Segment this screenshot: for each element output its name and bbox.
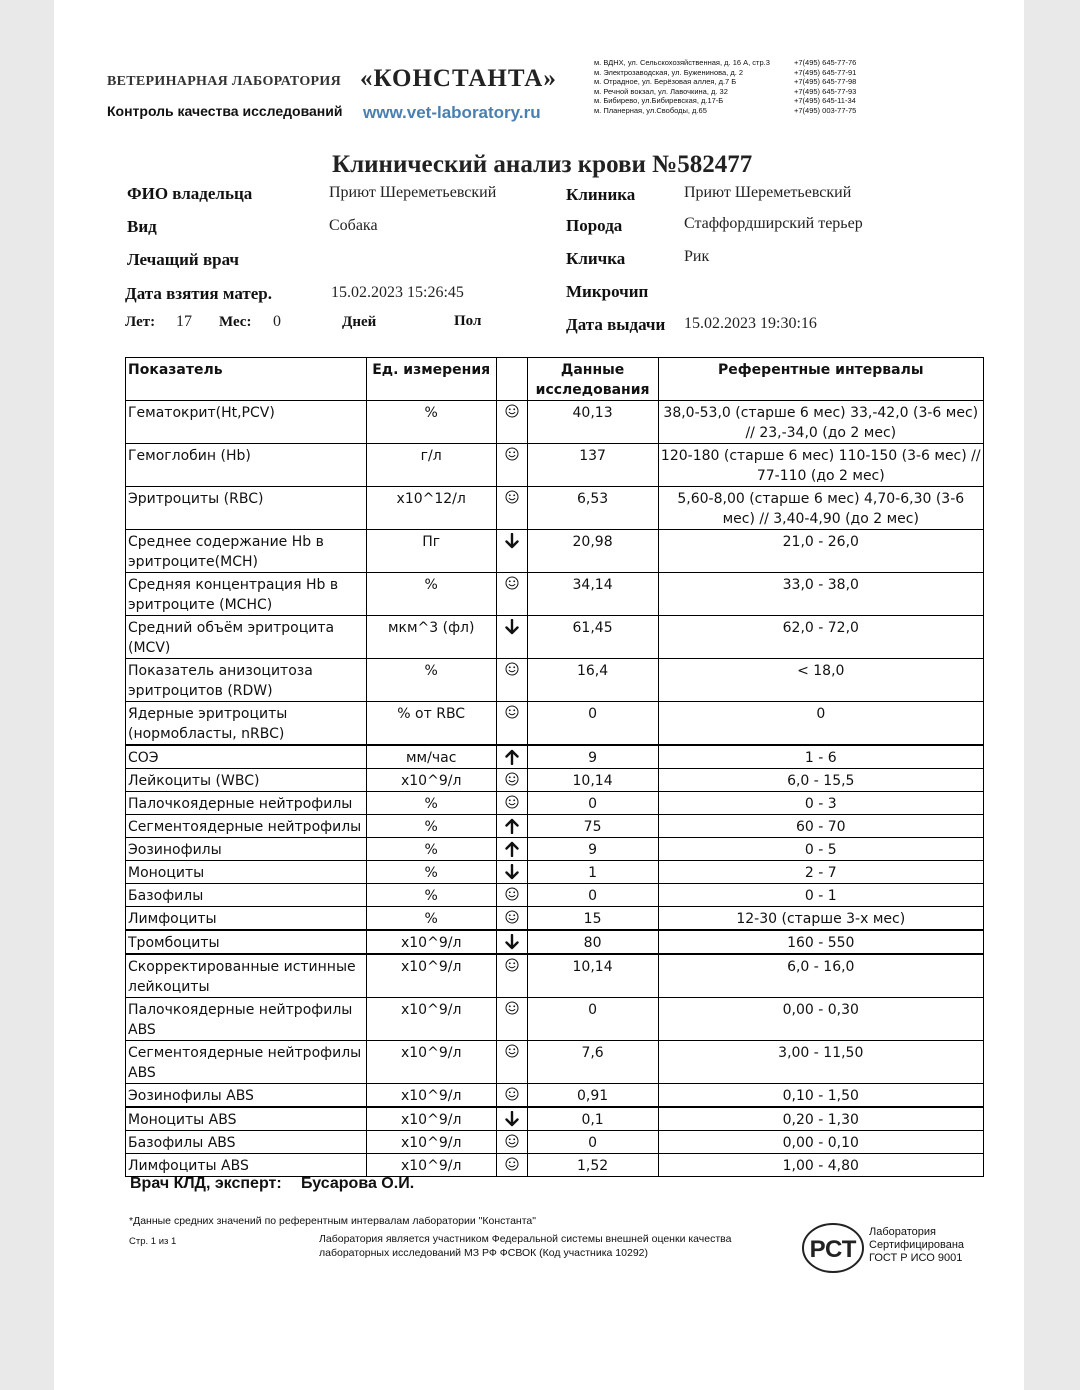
smiley-icon (499, 795, 525, 809)
table-header-row (126, 358, 984, 401)
lab-tagline: Контроль качества исследований (107, 103, 343, 119)
smiley-icon (499, 1087, 525, 1101)
cell-parameter: Лейкоциты (WBC) (126, 769, 367, 792)
cell-flag (496, 1107, 527, 1131)
cell-parameter: Среднее содержание Hb в эритроците(MCH) (126, 530, 367, 573)
cell-flag (496, 1041, 527, 1084)
cert-text (869, 1226, 964, 1265)
smiley-icon (499, 1134, 525, 1148)
table-row (126, 573, 984, 616)
cell-flag (496, 884, 527, 907)
address-text: м. Бибирево, ул.Бибиревская, д.17-Б (594, 96, 724, 106)
table-row (126, 702, 984, 746)
cell-flag (496, 573, 527, 616)
cell-parameter: Лимфоциты ABS (126, 1154, 367, 1177)
cell-unit: x10^9/л (366, 1041, 496, 1084)
smiley-icon (499, 958, 525, 972)
table-row (126, 1041, 984, 1084)
cell-value: 10,14 (527, 954, 658, 998)
cell-flag (496, 487, 527, 530)
cell-reference: 6,0 - 15,5 (658, 769, 983, 792)
pet-name-label: Кличка (566, 249, 626, 268)
arrow-up-icon (499, 841, 525, 857)
cell-flag (496, 769, 527, 792)
address-text: м. Планерная, ул.Свободы, д.65 (594, 105, 707, 115)
address-phone: +7(495) 645-77-93 (794, 86, 857, 96)
cell-reference: 0 - 3 (658, 792, 983, 815)
cell-reference: 120-180 (старше 6 мес) 110-150 (3-6 мес) // 77-110 (до 2 мес) (658, 444, 983, 487)
species-label: Вид (127, 217, 157, 236)
days-label: Дней (342, 314, 377, 330)
cell-value: 61,45 (527, 616, 658, 659)
sample-date-value: 15.02.2023 15:26:45 (331, 284, 464, 301)
cell-reference: 0,20 - 1,30 (658, 1107, 983, 1131)
cell-reference: 6,0 - 16,0 (658, 954, 983, 998)
cell-parameter: Сегментоядерные нейтрофилы (126, 815, 367, 838)
cell-unit: % (366, 815, 496, 838)
cell-reference: 0,00 - 0,10 (658, 1131, 983, 1154)
clinic-label: Клиника (566, 185, 636, 204)
lab-brand: «КОНСТАНТА» (360, 65, 557, 92)
cell-value: 1 (527, 861, 658, 884)
cell-parameter: Эозинофилы ABS (126, 1084, 367, 1108)
address-text: м. Речной вокзал, ул. Лавочкина, д. 32 (594, 86, 728, 96)
cell-parameter: СОЭ (126, 745, 367, 769)
cell-value: 16,4 (527, 659, 658, 702)
smiley-icon (499, 772, 525, 786)
arrow-down-icon (499, 619, 525, 635)
cell-unit: % (366, 401, 496, 444)
pet-name-value: Рик (684, 248, 710, 265)
cell-unit: x10^9/л (366, 998, 496, 1041)
cell-reference: 0,00 - 0,30 (658, 998, 983, 1041)
cell-value: 0 (527, 884, 658, 907)
cell-flag (496, 998, 527, 1041)
cell-parameter: Гемоглобин (Hb) (126, 444, 367, 487)
cell-reference: 1 - 6 (658, 745, 983, 769)
cell-value: 0 (527, 702, 658, 746)
cell-unit: % (366, 907, 496, 931)
cell-unit: % (366, 838, 496, 861)
cell-unit: % от RBC (366, 702, 496, 746)
rst-logo-text: РСТ (809, 1236, 857, 1263)
address-list (594, 58, 924, 116)
sex-label: Пол (454, 313, 482, 329)
cell-reference: 21,0 - 26,0 (658, 530, 983, 573)
cell-flag (496, 907, 527, 931)
arrow-down-icon (499, 864, 525, 880)
table-row (126, 792, 984, 815)
cell-parameter: Тромбоциты (126, 930, 367, 954)
table-row (126, 907, 984, 931)
cert-line-2: Сертифицирована (869, 1239, 965, 1251)
cell-parameter: Гематокрит(Ht,PCV) (126, 401, 367, 444)
sample-date-label: Дата взятия матер. (125, 284, 272, 303)
address-row (594, 96, 924, 106)
smiley-icon (499, 705, 525, 719)
cell-unit: % (366, 659, 496, 702)
arrow-up-icon (499, 818, 525, 834)
address-row (594, 87, 924, 97)
cell-unit: % (366, 861, 496, 884)
breed-label: Порода (566, 216, 623, 235)
cell-value: 0 (527, 792, 658, 815)
issue-date-label: Дата выдачи (566, 315, 666, 334)
smiley-icon (499, 447, 525, 461)
cell-unit: % (366, 573, 496, 616)
cell-reference: 3,00 - 11,50 (658, 1041, 983, 1084)
cell-reference: 62,0 - 72,0 (658, 616, 983, 659)
cell-reference: 38,0-53,0 (старше 6 мес) 33,-42,0 (3-6 мес) // 23,-34,0 (до 2 мес) (658, 401, 983, 444)
cell-value: 40,13 (527, 401, 658, 444)
clinic-value: Приют Шереметьевский (684, 184, 852, 201)
cell-parameter: Палочкоядерные нейтрофилы ABS (126, 998, 367, 1041)
cell-flag (496, 702, 527, 746)
cell-flag (496, 745, 527, 769)
chip-label: Микрочип (566, 282, 649, 301)
cell-unit: x10^9/л (366, 1084, 496, 1108)
cell-parameter: Базофилы (126, 884, 367, 907)
footnote: *Данные средних значений по референтным интервалам лаборатории "Константа" (129, 1215, 536, 1227)
cell-unit: мкм^3 (фл) (366, 616, 496, 659)
col-header-reference: Референтные интервалы (658, 358, 983, 401)
cell-value: 0,1 (527, 1107, 658, 1131)
address-phone: +7(495) 645-77-98 (794, 77, 857, 87)
cell-unit: x10^9/л (366, 954, 496, 998)
smiley-icon (499, 1044, 525, 1058)
cell-unit: Пг (366, 530, 496, 573)
smiley-icon (499, 910, 525, 924)
address-phone: +7(495) 003-77-75 (794, 105, 857, 115)
smiley-icon (499, 1157, 525, 1171)
cell-parameter: Базофилы ABS (126, 1131, 367, 1154)
cell-value: 0 (527, 1131, 658, 1154)
arrow-down-icon (499, 1111, 525, 1127)
arrow-down-icon (499, 934, 525, 950)
cell-unit: x10^9/л (366, 930, 496, 954)
col-header-parameter: Показатель (126, 358, 367, 401)
months-label: Мес: (219, 314, 252, 330)
cell-flag (496, 1131, 527, 1154)
cell-value: 137 (527, 444, 658, 487)
cell-unit: x10^12/л (366, 487, 496, 530)
col-header-flag (496, 358, 527, 401)
cell-parameter: Сегментоядерные нейтрофилы ABS (126, 1041, 367, 1084)
fsvok-line-1: Лаборатория является участником Федеральной системы внешней оценки качества (319, 1233, 732, 1245)
col-header-value: Данные исследования (527, 358, 658, 401)
lab-website-link[interactable]: www.vet-laboratory.ru (363, 103, 541, 122)
rst-cert-logo (800, 1222, 866, 1274)
owner-value: Приют Шереметьевский (329, 184, 497, 201)
address-row (594, 77, 924, 87)
cell-value: 10,14 (527, 769, 658, 792)
cell-reference: 33,0 - 38,0 (658, 573, 983, 616)
table-row (126, 1084, 984, 1108)
table-row (126, 815, 984, 838)
cell-reference: 12-30 (старше 3-х мес) (658, 907, 983, 931)
cell-unit: x10^9/л (366, 1131, 496, 1154)
cell-value: 9 (527, 838, 658, 861)
owner-label: ФИО владельца (127, 184, 253, 203)
cell-reference: 5,60-8,00 (старше 6 мес) 4,70-6,30 (3-6 мес) // 3,40-4,90 (до 2 мес) (658, 487, 983, 530)
cell-reference: 0 - 5 (658, 838, 983, 861)
address-phone: +7(495) 645-77-76 (794, 58, 857, 67)
cell-unit: % (366, 792, 496, 815)
cell-parameter: Скорректированные истинные лейкоциты (126, 954, 367, 998)
cell-parameter: Лимфоциты (126, 907, 367, 931)
issue-date-value: 15.02.2023 19:30:16 (684, 315, 817, 332)
cell-parameter: Ядерные эритроциты (нормобласты, nRBC) (126, 702, 367, 746)
smiley-icon (499, 490, 525, 504)
lab-label: ВЕТЕРИНАРНАЯ ЛАБОРАТОРИЯ (107, 74, 341, 89)
cell-value: 0,91 (527, 1084, 658, 1108)
cell-unit: г/л (366, 444, 496, 487)
address-phone: +7(495) 645-77-91 (794, 67, 857, 77)
doctor-label: Лечащий врач (127, 250, 239, 269)
table-row (126, 769, 984, 792)
cell-reference: 0,10 - 1,50 (658, 1084, 983, 1108)
signature-name: Бусарова О.И. (301, 1175, 415, 1192)
table-row (126, 954, 984, 998)
cell-value: 34,14 (527, 573, 658, 616)
cell-flag (496, 444, 527, 487)
cell-flag (496, 530, 527, 573)
cell-flag (496, 1154, 527, 1177)
cell-flag (496, 815, 527, 838)
breed-value: Стаффордширский терьер (684, 215, 863, 232)
cell-flag (496, 401, 527, 444)
cell-unit: мм/час (366, 745, 496, 769)
years-label: Лет: (125, 314, 156, 330)
table-row (126, 1131, 984, 1154)
page-number: Стр. 1 из 1 (129, 1236, 177, 1247)
cert-line-1: Лаборатория (869, 1226, 936, 1238)
document-page (54, 0, 1024, 1390)
table-row (126, 401, 984, 444)
months-value: 0 (273, 313, 281, 330)
cell-parameter: Средний объём эритроцита (MCV) (126, 616, 367, 659)
cell-unit: % (366, 884, 496, 907)
cell-flag (496, 616, 527, 659)
document-title: Клинический анализ крови №582477 (332, 151, 753, 178)
cell-reference: 1,00 - 4,80 (658, 1154, 983, 1177)
cell-reference: 0 - 1 (658, 884, 983, 907)
results-table (125, 357, 984, 1177)
cell-parameter: Палочкоядерные нейтрофилы (126, 792, 367, 815)
cell-reference: 60 - 70 (658, 815, 983, 838)
cell-value: 6,53 (527, 487, 658, 530)
cell-flag (496, 838, 527, 861)
cell-unit: x10^9/л (366, 1107, 496, 1131)
cell-unit: x10^9/л (366, 1154, 496, 1177)
table-row (126, 487, 984, 530)
table-row (126, 884, 984, 907)
years-value: 17 (176, 313, 192, 330)
table-row (126, 861, 984, 884)
table-row (126, 930, 984, 954)
table-row (126, 616, 984, 659)
cert-line-3: ГОСТ Р ИСО 9001 (869, 1252, 963, 1264)
cell-value: 0 (527, 998, 658, 1041)
table-row (126, 1154, 984, 1177)
cell-flag (496, 792, 527, 815)
cell-value: 7,6 (527, 1041, 658, 1084)
cell-flag (496, 954, 527, 998)
cell-reference: 160 - 550 (658, 930, 983, 954)
cell-parameter: Эритроциты (RBC) (126, 487, 367, 530)
table-row (126, 745, 984, 769)
table-row (126, 838, 984, 861)
cell-flag (496, 930, 527, 954)
col-header-unit: Ед. измерения (366, 358, 496, 401)
cell-value: 75 (527, 815, 658, 838)
table-row (126, 998, 984, 1041)
address-text: м. Отрадное, ул. Берёзовая аллея, д.7 Б (594, 77, 737, 87)
cell-parameter: Моноциты ABS (126, 1107, 367, 1131)
smiley-icon (499, 404, 525, 418)
table-row (126, 444, 984, 487)
table-row (126, 1107, 984, 1131)
cell-value: 80 (527, 930, 658, 954)
cell-value: 20,98 (527, 530, 658, 573)
arrow-up-icon (499, 749, 525, 765)
cell-reference: 0 (658, 702, 983, 746)
cell-flag (496, 659, 527, 702)
cell-value: 9 (527, 745, 658, 769)
address-text: м. Электрозаводская, ул. Буженинова, д. 2 (594, 67, 744, 77)
address-phone: +7(495) 645-11-34 (794, 96, 856, 106)
address-row (594, 68, 924, 78)
cell-reference: 2 - 7 (658, 861, 983, 884)
signature-label: Врач КЛД, эксперт: (130, 1175, 282, 1192)
smiley-icon (499, 576, 525, 590)
cell-unit: x10^9/л (366, 769, 496, 792)
address-row (594, 106, 924, 116)
cell-flag (496, 861, 527, 884)
arrow-down-icon (499, 533, 525, 549)
cell-parameter: Моноциты (126, 861, 367, 884)
cell-value: 1,52 (527, 1154, 658, 1177)
address-text: м. ВДНХ, ул. Сельскохозяйственная, д. 16 А, стр.3 (594, 58, 770, 67)
cell-parameter: Эозинофилы (126, 838, 367, 861)
cell-flag (496, 1084, 527, 1108)
cell-parameter: Показатель анизоцитоза эритроцитов (RDW) (126, 659, 367, 702)
table-row (126, 659, 984, 702)
smiley-icon (499, 1001, 525, 1015)
cell-reference: < 18,0 (658, 659, 983, 702)
address-row (594, 58, 924, 68)
species-value: Собака (329, 217, 378, 234)
smiley-icon (499, 887, 525, 901)
cell-value: 15 (527, 907, 658, 931)
smiley-icon (499, 662, 525, 676)
fsvok-line-2: лабораторных исследований МЗ РФ ФСВОК (Код участника 10292) (319, 1247, 649, 1259)
table-row (126, 530, 984, 573)
cell-parameter: Средняя концентрация Hb в эритроците (MCHC) (126, 573, 367, 616)
